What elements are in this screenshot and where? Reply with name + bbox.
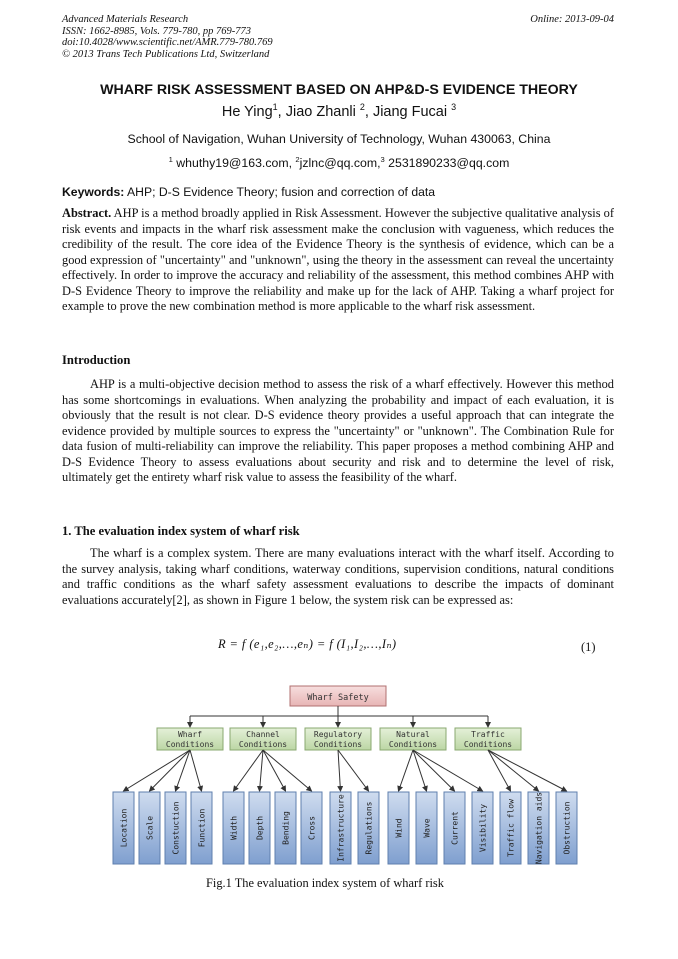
email-sup: 3 <box>380 154 385 164</box>
diagram-connector <box>263 750 286 791</box>
email-link[interactable]: jzlnc@qq.com, <box>299 156 381 170</box>
diagram-leaf-label: Wave <box>422 818 432 838</box>
diagram-connector <box>234 750 264 791</box>
online-date: Online: 2013-09-04 <box>530 14 614 25</box>
email-sup: 2 <box>295 154 300 164</box>
diagram-category-label: Conditions <box>313 740 363 749</box>
author-name: He Ying <box>221 104 273 120</box>
diagram-category-label: Wharf <box>177 730 203 739</box>
journal-name: Advanced Materials Research <box>62 14 189 25</box>
equation: R = f (e₁,e₂,…,eₙ) = f (I₁,I₂,…,Iₙ) <box>218 637 397 651</box>
diagram-connector <box>338 750 369 791</box>
section1-paragraph: The wharf is a complex system. There are many evaluations interact with the wharf itself. According to the survey analysis, taking wharf conditions, waterway conditions, supervision conditions, natural conditions and traffic conditions as the wharf safety assessment evaluations to describe the impacts of dominant evaluations accurately[2], as shown in Figure 1 below, the system risk can be expressed as: <box>62 546 614 607</box>
copyright-line: © 2013 Trans Tech Publications Ltd, Switzerland <box>62 48 270 60</box>
diagram-leaf-label: Wind <box>394 818 404 838</box>
diagram-category-label: Traffic <box>471 730 505 739</box>
diagram-leaf-label: Visibility <box>478 803 488 853</box>
diagram-leaf-label: Function <box>197 808 207 848</box>
section-heading-introduction: Introduction <box>62 353 131 367</box>
diagram-connector <box>338 750 341 791</box>
author-sup: 3 <box>451 102 457 113</box>
equation-number: (1) <box>581 640 596 654</box>
diagram-connector <box>260 750 264 791</box>
email-link[interactable]: 2531890233@qq.com <box>384 156 510 170</box>
diagram-connector <box>399 750 414 791</box>
diagram-leaf-label: Scale <box>145 815 155 841</box>
diagram-leaf-label: Constuction <box>171 801 181 855</box>
diagram-connector <box>150 750 191 791</box>
abstract-label: Abstract. <box>62 206 112 220</box>
diagram-root-label: Wharf Safety <box>307 693 369 703</box>
author-list: He Ying$^1$, Jiao Zhanli $^2$, Jiang Fucai $^3$ <box>221 102 457 120</box>
diagram-leaf-label: Current <box>450 811 460 845</box>
diagram-leaf-label: Cross <box>307 815 317 841</box>
figure-caption: Fig.1 The evaluation index system of wharf risk <box>206 876 444 890</box>
diagram-category-label: Regulatory <box>313 730 363 739</box>
affiliation: School of Navigation, Wuhan University of Technology, Wuhan 430063, China <box>127 132 551 146</box>
email-sup: 1 <box>168 154 173 164</box>
diagram-connector <box>190 750 202 791</box>
diagram-connector <box>488 750 539 791</box>
diagram-leaf-label: Regulations <box>364 801 374 855</box>
doi-line: doi:10.4028/www.scientific.net/AMR.779-780.769 <box>62 37 273 48</box>
issn-line: ISSN: 1662-8985, Vols. 779-780, pp 769-773 <box>62 25 251 37</box>
author-name: Jiao Zhanli <box>285 104 360 120</box>
diagram-category-label: Conditions <box>238 740 288 749</box>
diagram-category-label: Conditions <box>463 740 513 749</box>
diagram-leaf-label: Location <box>119 808 129 848</box>
author-sup: 2 <box>359 102 365 113</box>
diagram-leaf-label: Infrastructure <box>336 794 346 862</box>
diagram-category-label: Conditions <box>388 740 438 749</box>
diagram-connector <box>263 750 312 791</box>
diagram-category-label: Natural <box>396 730 430 739</box>
diagram-leaf-label: Obstruction <box>562 801 572 855</box>
diagram-leaf-group <box>113 750 577 864</box>
diagram-leaf-label: Traffic flow <box>506 799 516 857</box>
diagram-leaf-label: Width <box>229 815 239 841</box>
diagram-leaf-label: Depth <box>255 815 265 841</box>
diagram-category-group <box>157 716 521 750</box>
diagram-category-label: Conditions <box>165 740 215 749</box>
author-sup: 1 <box>272 102 278 113</box>
keywords-text: AHP; D-S Evidence Theory; fusion and correction of data <box>124 185 436 199</box>
diagram-root-group <box>190 686 488 716</box>
diagram-connector <box>124 750 191 791</box>
email-link[interactable]: whuthy19@163.com, <box>172 156 296 170</box>
section-heading-1: 1. The evaluation index system of wharf risk <box>62 524 300 538</box>
diagram-category-label: Channel <box>246 730 280 739</box>
diagram-leaf-label: Bending <box>281 811 291 845</box>
intro-paragraph: AHP is a multi-objective decision method to assess the risk of a wharf effectively. However this method has some shortcomings in evaluations. When analyzing the probability and impact of each evaluation, it is obviously that the result is not clear. D-S evidence theory provides a useful approach that can integrate the evidence provided by multiple sources to express the "uncertainty" or "unknown". The Combination Rule for data fusion of multi-reliability can improve the reliability. This paper proposes a method combining AHP and D-S Evidence Theory to assess evaluations about security and risk and to determine the level of risk, ultimately get the entirety wharf risk value to assess the feasibility of the wharf. <box>62 377 614 485</box>
paper-title: WHARF RISK ASSESSMENT BASED ON AHP&D-S EVIDENCE THEORY <box>100 82 578 98</box>
abstract-text: AHP is a method broadly applied in Risk Assessment. However the subjective qualitative analysis of risk events and impacts in the wharf risk assessment make the conclusion with vagueness, which reduces the credibility of the result. The core idea of the Evidence Theory is the synthesis of evidence, which can be a good expression of "uncertainty" and "unknown", using the theory in the assessment can reveal the uncertainty effectively. In order to improve the accuracy and reliability of the assessment, this method combines AHP with D-S Evidence Theory to improve the reliability and make up for the lack of AHP. Taking a wharf project for example to prove the new combination method is more applicable to the wharf risk assessment. <box>62 206 614 314</box>
diagram-connector <box>176 750 191 791</box>
diagram-leaf-label: Navigation aids <box>534 791 544 865</box>
keywords-label: Keywords: <box>62 185 125 199</box>
author-name: Jiang Fucai <box>372 104 452 120</box>
